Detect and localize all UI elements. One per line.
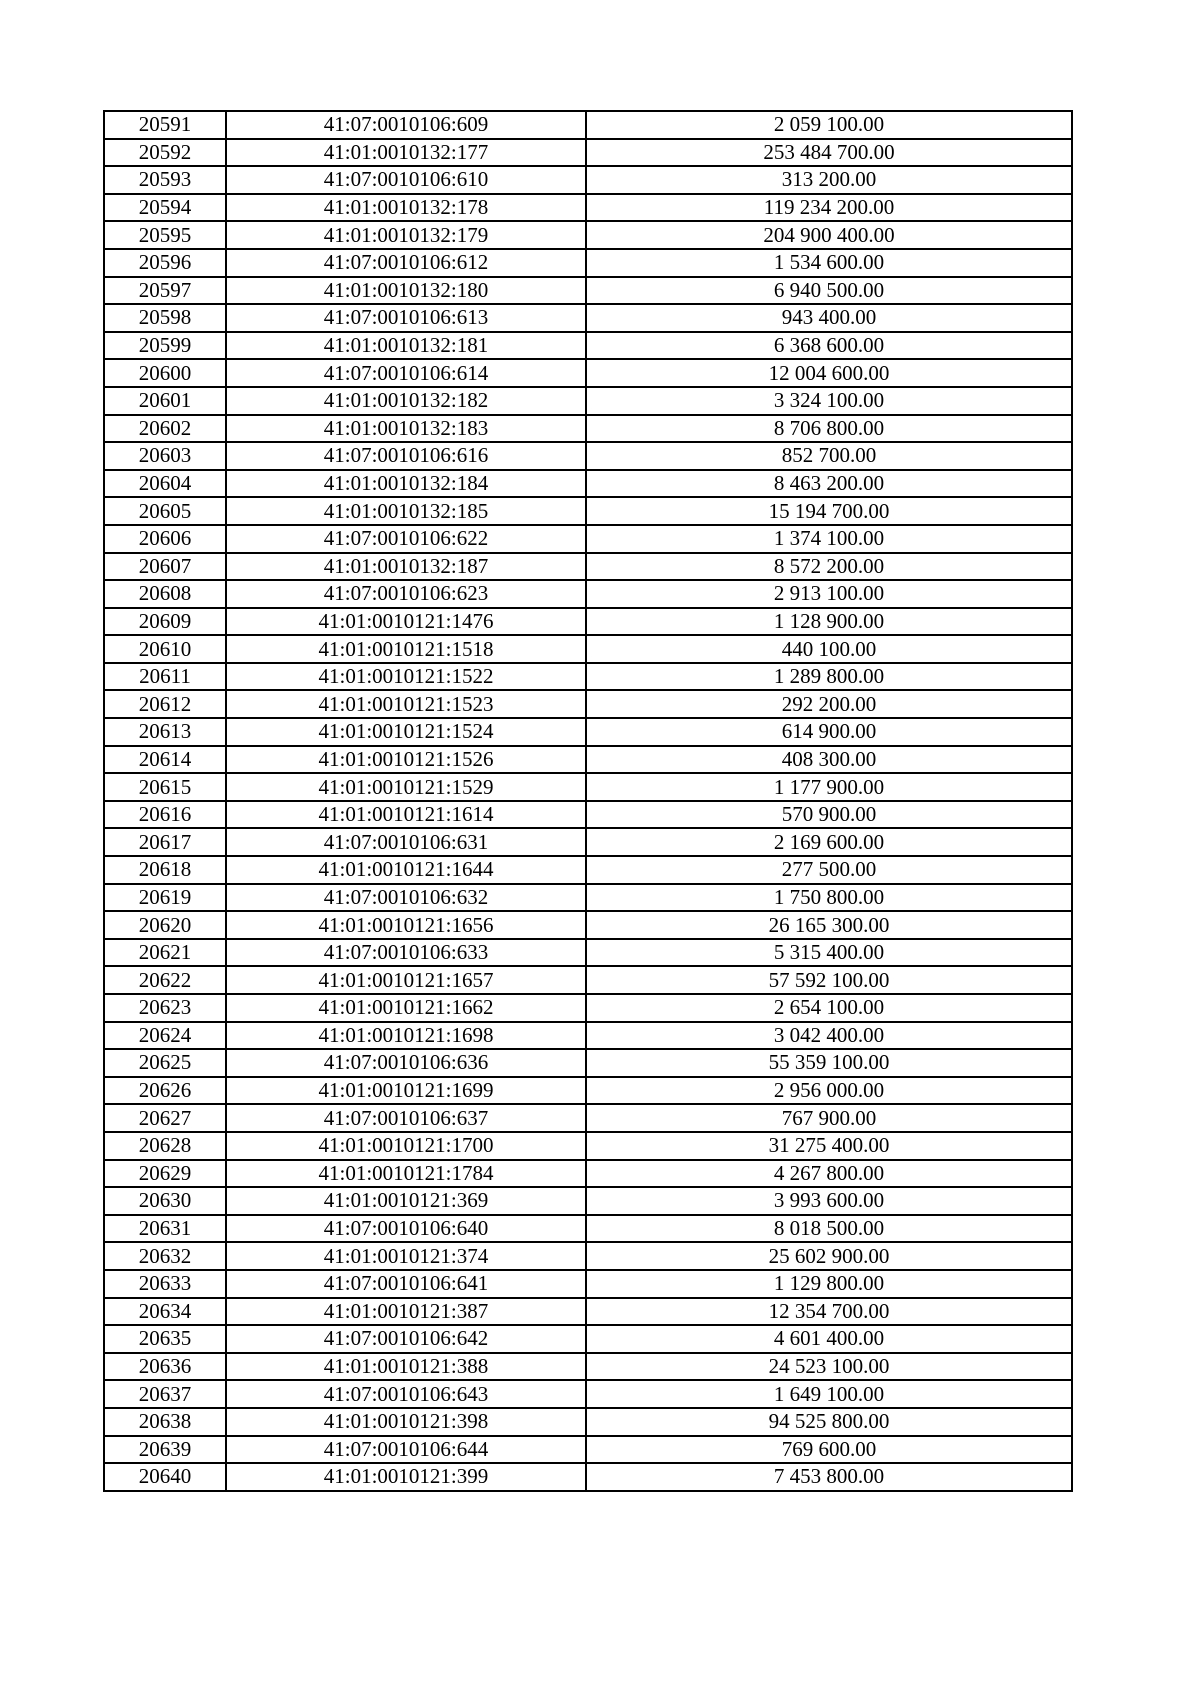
cadastral-value-cell: 769 600.00 [586, 1436, 1072, 1464]
row-number-cell: 20597 [104, 277, 226, 305]
cadastral-value-cell: 204 900 400.00 [586, 221, 1072, 249]
cadastral-number-cell: 41:01:0010121:1529 [226, 773, 586, 801]
cadastral-value-cell: 26 165 300.00 [586, 911, 1072, 939]
cadastral-value-cell: 1 374 100.00 [586, 525, 1072, 553]
table-row [104, 1298, 1072, 1326]
cadastral-number-cell: 41:01:0010121:1656 [226, 911, 586, 939]
cadastral-number-cell: 41:01:0010132:183 [226, 415, 586, 443]
cadastral-number-cell: 41:07:0010106:636 [226, 1049, 586, 1077]
row-number-cell: 20594 [104, 194, 226, 222]
row-number-cell: 20631 [104, 1215, 226, 1243]
cadastral-value-cell: 25 602 900.00 [586, 1242, 1072, 1270]
table-row [104, 111, 1072, 139]
cadastral-value-cell: 2 169 600.00 [586, 828, 1072, 856]
table-row [104, 1022, 1072, 1050]
cadastral-value-cell: 8 572 200.00 [586, 553, 1072, 581]
cadastral-number-cell: 41:07:0010106:641 [226, 1270, 586, 1298]
cadastral-number-cell: 41:01:0010121:1657 [226, 966, 586, 994]
cadastral-number-cell: 41:01:0010132:187 [226, 553, 586, 581]
cadastral-value-cell: 8 706 800.00 [586, 415, 1072, 443]
cadastral-value-cell: 1 534 600.00 [586, 249, 1072, 277]
row-number-cell: 20595 [104, 221, 226, 249]
cadastral-value-cell: 4 601 400.00 [586, 1325, 1072, 1353]
cadastral-value-cell: 1 649 100.00 [586, 1380, 1072, 1408]
row-number-cell: 20635 [104, 1325, 226, 1353]
row-number-cell: 20619 [104, 884, 226, 912]
row-number-cell: 20591 [104, 111, 226, 139]
cadastral-number-cell: 41:07:0010106:613 [226, 304, 586, 332]
row-number-cell: 20640 [104, 1463, 226, 1491]
table-row [104, 828, 1072, 856]
row-number-cell: 20603 [104, 442, 226, 470]
cadastral-number-cell: 41:01:0010132:181 [226, 332, 586, 360]
table-row [104, 1104, 1072, 1132]
row-number-cell: 20628 [104, 1132, 226, 1160]
cadastral-value-cell: 408 300.00 [586, 746, 1072, 774]
cadastral-value-cell: 6 368 600.00 [586, 332, 1072, 360]
row-number-cell: 20599 [104, 332, 226, 360]
cadastral-number-cell: 41:01:0010121:1524 [226, 718, 586, 746]
row-number-cell: 20623 [104, 994, 226, 1022]
cadastral-number-cell: 41:07:0010106:623 [226, 580, 586, 608]
row-number-cell: 20607 [104, 553, 226, 581]
cadastral-number-cell: 41:01:0010121:1644 [226, 856, 586, 884]
table-row [104, 801, 1072, 829]
table-row [104, 1160, 1072, 1188]
cadastral-value-cell: 1 128 900.00 [586, 608, 1072, 636]
table-row [104, 497, 1072, 525]
row-number-cell: 20592 [104, 139, 226, 167]
row-number-cell: 20622 [104, 966, 226, 994]
table-row [104, 442, 1072, 470]
table-row [104, 773, 1072, 801]
cadastral-value-cell: 277 500.00 [586, 856, 1072, 884]
table-row [104, 911, 1072, 939]
cadastral-number-cell: 41:07:0010106:644 [226, 1436, 586, 1464]
cadastral-value-cell: 3 993 600.00 [586, 1187, 1072, 1215]
table-row [104, 1353, 1072, 1381]
cadastral-number-cell: 41:01:0010132:184 [226, 470, 586, 498]
cadastral-number-cell: 41:01:0010121:1614 [226, 801, 586, 829]
row-number-cell: 20596 [104, 249, 226, 277]
table-row [104, 166, 1072, 194]
cadastral-value-cell: 767 900.00 [586, 1104, 1072, 1132]
table-row [104, 194, 1072, 222]
cadastral-value-table [103, 110, 1073, 1492]
cadastral-number-cell: 41:01:0010132:177 [226, 139, 586, 167]
row-number-cell: 20615 [104, 773, 226, 801]
cadastral-value-cell: 2 913 100.00 [586, 580, 1072, 608]
cadastral-value-cell: 31 275 400.00 [586, 1132, 1072, 1160]
table-row [104, 249, 1072, 277]
table-row [104, 277, 1072, 305]
table-row [104, 221, 1072, 249]
cadastral-value-cell: 614 900.00 [586, 718, 1072, 746]
table-row [104, 304, 1072, 332]
table-row [104, 1049, 1072, 1077]
row-number-cell: 20608 [104, 580, 226, 608]
cadastral-number-cell: 41:01:0010132:178 [226, 194, 586, 222]
row-number-cell: 20612 [104, 690, 226, 718]
cadastral-value-cell: 570 900.00 [586, 801, 1072, 829]
cadastral-value-cell: 15 194 700.00 [586, 497, 1072, 525]
cadastral-number-cell: 41:01:0010121:1698 [226, 1022, 586, 1050]
table-row [104, 690, 1072, 718]
table-row [104, 746, 1072, 774]
row-number-cell: 20630 [104, 1187, 226, 1215]
table-row [104, 1408, 1072, 1436]
cadastral-number-cell: 41:01:0010121:1522 [226, 663, 586, 691]
cadastral-number-cell: 41:01:0010121:1700 [226, 1132, 586, 1160]
table-row [104, 359, 1072, 387]
cadastral-number-cell: 41:01:0010121:1662 [226, 994, 586, 1022]
cadastral-number-cell: 41:01:0010132:185 [226, 497, 586, 525]
table-row [104, 884, 1072, 912]
cadastral-value-cell: 8 018 500.00 [586, 1215, 1072, 1243]
row-number-cell: 20604 [104, 470, 226, 498]
cadastral-number-cell: 41:01:0010121:374 [226, 1242, 586, 1270]
row-number-cell: 20598 [104, 304, 226, 332]
cadastral-number-cell: 41:01:0010121:1699 [226, 1077, 586, 1105]
cadastral-number-cell: 41:07:0010106:609 [226, 111, 586, 139]
cadastral-value-cell: 2 059 100.00 [586, 111, 1072, 139]
table-row [104, 387, 1072, 415]
row-number-cell: 20624 [104, 1022, 226, 1050]
row-number-cell: 20610 [104, 635, 226, 663]
row-number-cell: 20617 [104, 828, 226, 856]
cadastral-value-cell: 12 004 600.00 [586, 359, 1072, 387]
cadastral-number-cell: 41:07:0010106:640 [226, 1215, 586, 1243]
table-row [104, 139, 1072, 167]
row-number-cell: 20593 [104, 166, 226, 194]
row-number-cell: 20627 [104, 1104, 226, 1132]
cadastral-number-cell: 41:07:0010106:622 [226, 525, 586, 553]
cadastral-number-cell: 41:01:0010132:182 [226, 387, 586, 415]
row-number-cell: 20609 [104, 608, 226, 636]
table-row [104, 635, 1072, 663]
table-row [104, 856, 1072, 884]
table-row [104, 1077, 1072, 1105]
cadastral-value-cell: 253 484 700.00 [586, 139, 1072, 167]
cadastral-number-cell: 41:07:0010106:642 [226, 1325, 586, 1353]
cadastral-value-cell: 12 354 700.00 [586, 1298, 1072, 1326]
row-number-cell: 20639 [104, 1436, 226, 1464]
table-row [104, 1242, 1072, 1270]
table-row [104, 1380, 1072, 1408]
cadastral-value-cell: 4 267 800.00 [586, 1160, 1072, 1188]
row-number-cell: 20611 [104, 663, 226, 691]
table-row [104, 553, 1072, 581]
table-row [104, 470, 1072, 498]
cadastral-value-cell: 2 956 000.00 [586, 1077, 1072, 1105]
table-row [104, 580, 1072, 608]
cadastral-value-cell: 1 177 900.00 [586, 773, 1072, 801]
row-number-cell: 20638 [104, 1408, 226, 1436]
cadastral-number-cell: 41:01:0010121:369 [226, 1187, 586, 1215]
cadastral-number-cell: 41:07:0010106:643 [226, 1380, 586, 1408]
cadastral-number-cell: 41:01:0010121:1518 [226, 635, 586, 663]
table-row [104, 663, 1072, 691]
row-number-cell: 20601 [104, 387, 226, 415]
table-row [104, 994, 1072, 1022]
cadastral-value-cell: 7 453 800.00 [586, 1463, 1072, 1491]
cadastral-value-cell: 119 234 200.00 [586, 194, 1072, 222]
table-row [104, 718, 1072, 746]
table-row [104, 1270, 1072, 1298]
cadastral-number-cell: 41:01:0010121:387 [226, 1298, 586, 1326]
row-number-cell: 20616 [104, 801, 226, 829]
cadastral-value-cell: 3 042 400.00 [586, 1022, 1072, 1050]
table-row [104, 1463, 1072, 1491]
cadastral-number-cell: 41:01:0010132:180 [226, 277, 586, 305]
cadastral-number-cell: 41:01:0010121:398 [226, 1408, 586, 1436]
table-row [104, 939, 1072, 967]
table-row [104, 332, 1072, 360]
table-row [104, 1436, 1072, 1464]
table-body [104, 111, 1072, 1491]
table-row [104, 1325, 1072, 1353]
row-number-cell: 20633 [104, 1270, 226, 1298]
table-row [104, 525, 1072, 553]
cadastral-number-cell: 41:07:0010106:633 [226, 939, 586, 967]
row-number-cell: 20600 [104, 359, 226, 387]
row-number-cell: 20626 [104, 1077, 226, 1105]
row-number-cell: 20621 [104, 939, 226, 967]
table-row [104, 966, 1072, 994]
cadastral-value-cell: 5 315 400.00 [586, 939, 1072, 967]
cadastral-number-cell: 41:01:0010132:179 [226, 221, 586, 249]
cadastral-number-cell: 41:07:0010106:632 [226, 884, 586, 912]
cadastral-value-cell: 6 940 500.00 [586, 277, 1072, 305]
row-number-cell: 20614 [104, 746, 226, 774]
cadastral-value-cell: 440 100.00 [586, 635, 1072, 663]
cadastral-number-cell: 41:01:0010121:1476 [226, 608, 586, 636]
cadastral-value-cell: 8 463 200.00 [586, 470, 1072, 498]
cadastral-value-cell: 2 654 100.00 [586, 994, 1072, 1022]
cadastral-number-cell: 41:01:0010121:399 [226, 1463, 586, 1491]
cadastral-number-cell: 41:01:0010121:1523 [226, 690, 586, 718]
cadastral-value-cell: 943 400.00 [586, 304, 1072, 332]
cadastral-number-cell: 41:07:0010106:616 [226, 442, 586, 470]
row-number-cell: 20605 [104, 497, 226, 525]
cadastral-number-cell: 41:07:0010106:637 [226, 1104, 586, 1132]
row-number-cell: 20618 [104, 856, 226, 884]
cadastral-number-cell: 41:01:0010121:1526 [226, 746, 586, 774]
table-row [104, 1187, 1072, 1215]
row-number-cell: 20606 [104, 525, 226, 553]
row-number-cell: 20632 [104, 1242, 226, 1270]
cadastral-number-cell: 41:07:0010106:610 [226, 166, 586, 194]
table-row [104, 415, 1072, 443]
row-number-cell: 20637 [104, 1380, 226, 1408]
row-number-cell: 20636 [104, 1353, 226, 1381]
table-row [104, 608, 1072, 636]
cadastral-value-cell: 55 359 100.00 [586, 1049, 1072, 1077]
row-number-cell: 20613 [104, 718, 226, 746]
table-row [104, 1215, 1072, 1243]
row-number-cell: 20625 [104, 1049, 226, 1077]
cadastral-value-cell: 1 129 800.00 [586, 1270, 1072, 1298]
table-row [104, 1132, 1072, 1160]
row-number-cell: 20602 [104, 415, 226, 443]
cadastral-number-cell: 41:07:0010106:614 [226, 359, 586, 387]
row-number-cell: 20620 [104, 911, 226, 939]
cadastral-number-cell: 41:01:0010121:1784 [226, 1160, 586, 1188]
cadastral-value-cell: 3 324 100.00 [586, 387, 1072, 415]
cadastral-value-cell: 94 525 800.00 [586, 1408, 1072, 1436]
cadastral-number-cell: 41:01:0010121:388 [226, 1353, 586, 1381]
cadastral-number-cell: 41:07:0010106:612 [226, 249, 586, 277]
row-number-cell: 20629 [104, 1160, 226, 1188]
cadastral-value-cell: 292 200.00 [586, 690, 1072, 718]
cadastral-value-cell: 313 200.00 [586, 166, 1072, 194]
cadastral-value-cell: 24 523 100.00 [586, 1353, 1072, 1381]
row-number-cell: 20634 [104, 1298, 226, 1326]
cadastral-value-cell: 1 289 800.00 [586, 663, 1072, 691]
cadastral-value-cell: 1 750 800.00 [586, 884, 1072, 912]
cadastral-number-cell: 41:07:0010106:631 [226, 828, 586, 856]
cadastral-value-cell: 57 592 100.00 [586, 966, 1072, 994]
cadastral-value-cell: 852 700.00 [586, 442, 1072, 470]
